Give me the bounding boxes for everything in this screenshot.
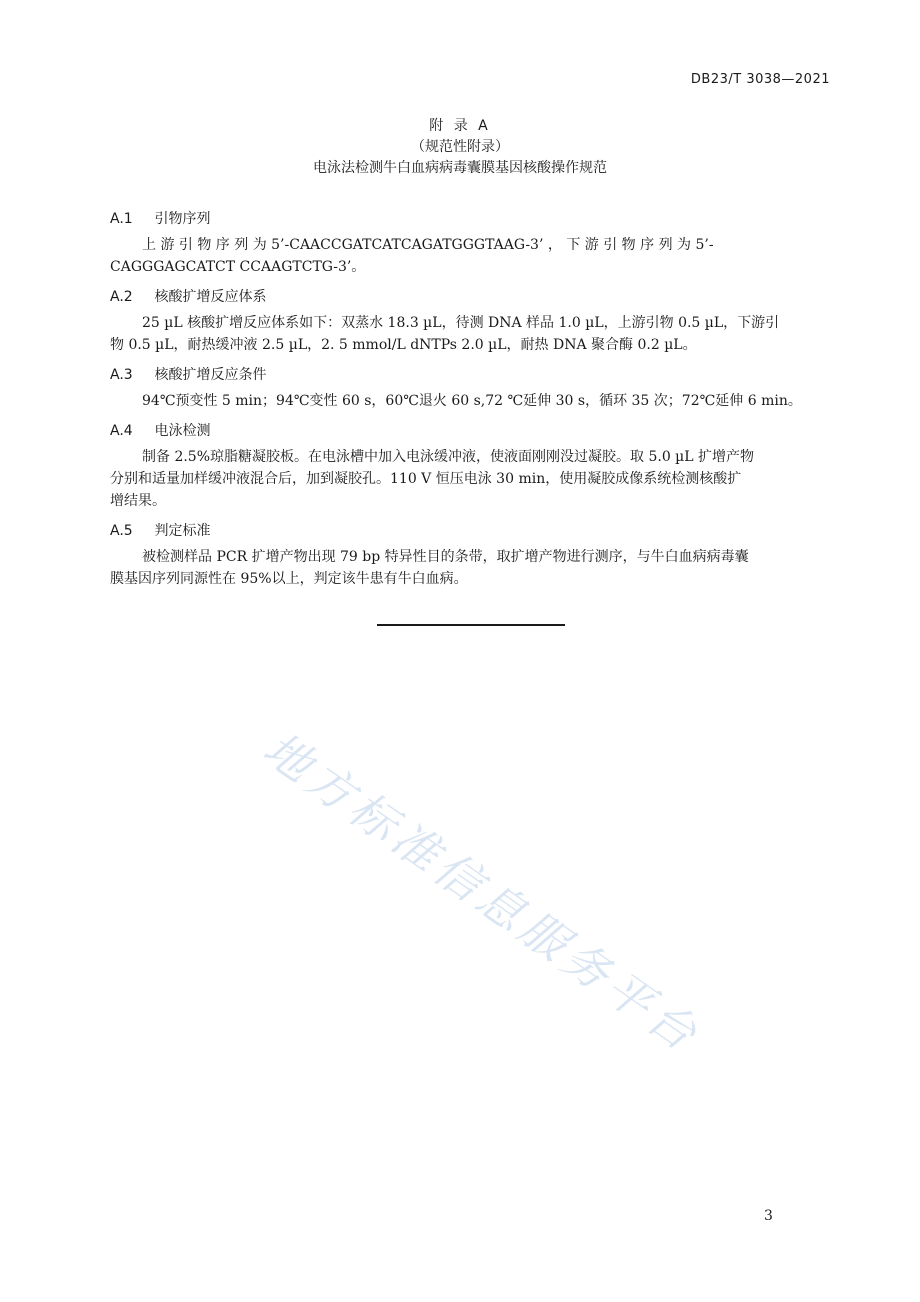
annex-heading [0, 116, 920, 179]
paragraph-line: CAGGGAGCATCT CCAAGTCTG-3’。 [110, 259, 366, 275]
section-heading [110, 418, 830, 444]
annex-label: 附 录 A [429, 118, 491, 134]
annex-body [110, 206, 830, 596]
section-number: A.1 [110, 211, 133, 227]
section-heading [110, 362, 830, 388]
section-heading [110, 206, 830, 232]
section-paragraph [110, 390, 830, 412]
paragraph-line: 94℃预变性 5 min；94℃变性 60 s，60℃退火 60 s,72 ℃延伸 30 s，循环 35 次；72℃延伸 6 min。 [142, 393, 802, 409]
section-number: A.4 [110, 423, 133, 439]
paragraph-line: 制备 2.5%琼脂糖凝胶板。在电泳槽中加入电泳缓冲液，使液面刚刚没过凝胶。取 5.0 µL 扩增产物 [142, 449, 755, 465]
page-number: 3 [764, 1208, 773, 1224]
annex-type: （规范性附录） [411, 139, 509, 155]
annex-title: 电泳法检测牛白血病病毒囊膜基因核酸操作规范 [313, 160, 607, 176]
watermark: 地方标准信息服务平台 [253, 721, 711, 1064]
section-number: A.5 [110, 523, 133, 539]
section-title: 核酸扩增反应体系 [154, 289, 267, 305]
section-number: A.3 [110, 367, 133, 383]
section-title: 引物序列 [154, 211, 211, 227]
paragraph-line: 被检测样品 PCR 扩增产物出现 79 bp 特异性目的条带，取扩增产物进行测序，与牛白血病病毒囊 [142, 549, 749, 565]
standard-code: DB23/T 3038—2021 [690, 72, 830, 87]
section-paragraph [110, 312, 830, 356]
section-a2 [110, 284, 830, 356]
section-paragraph [110, 446, 830, 512]
end-of-annex-rule [377, 624, 565, 626]
section-title: 电泳检测 [154, 423, 211, 439]
paragraph-line: 增结果。 [110, 493, 166, 509]
section-a5 [110, 518, 830, 590]
section-a1 [110, 206, 830, 278]
paragraph-line: 25 µL 核酸扩增反应体系如下：双蒸水 18.3 µL，待测 DNA 样品 1.0 µL，上游引物 0.5 µL，下游引 [142, 315, 780, 331]
section-heading [110, 518, 830, 544]
section-paragraph [110, 234, 830, 278]
section-a3 [110, 362, 830, 412]
section-a4 [110, 418, 830, 512]
paragraph-line: 分别和适量加样缓冲液混合后，加到凝胶孔。110 V 恒压电泳 30 min，使用凝胶成像系统检测核酸扩 [110, 471, 742, 487]
section-paragraph [110, 546, 830, 590]
paragraph-line: 上 游 引 物 序 列 为 5’-CAACCGATCATCAGATGGGTAAG-3’ ， 下 游 引 物 序 列 为 5’- [142, 237, 714, 253]
paragraph-line: 膜基因序列同源性在 95%以上，判定该牛患有牛白血病。 [110, 571, 468, 587]
section-heading [110, 284, 830, 310]
paragraph-line: 物 0.5 µL，耐热缓冲液 2.5 µL，2. 5 mmol/L dNTPs 2.0 µL，耐热 DNA 聚合酶 0.2 µL。 [110, 337, 697, 353]
section-title: 核酸扩增反应条件 [154, 367, 267, 383]
section-title: 判定标准 [154, 523, 211, 539]
section-number: A.2 [110, 289, 133, 305]
